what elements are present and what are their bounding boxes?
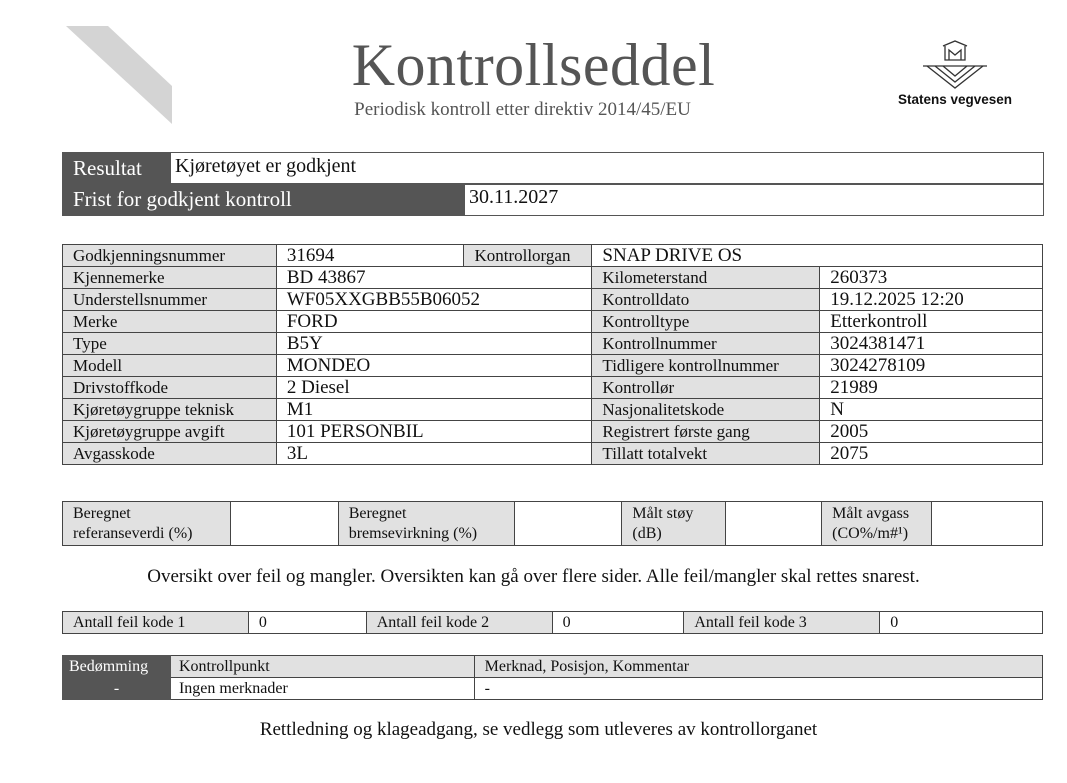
detail-value: Etterkontroll bbox=[820, 311, 1043, 333]
detail-value: MONDEO bbox=[276, 355, 592, 377]
fault-code2-label: Antall feil kode 2 bbox=[366, 612, 552, 634]
detail-label: Kjøretøygruppe teknisk bbox=[63, 399, 277, 421]
detail-label: Kontrolldato bbox=[592, 289, 820, 311]
detail-row bbox=[63, 333, 1043, 355]
detail-label: Type bbox=[63, 333, 277, 355]
fault-code3-value: 0 bbox=[880, 612, 1043, 634]
inspection-body-label: Kontrollorgan bbox=[464, 245, 592, 267]
detail-label: Kontrollnummer bbox=[592, 333, 820, 355]
detail-label: Understellsnummer bbox=[63, 289, 277, 311]
measurements-table bbox=[62, 501, 1043, 546]
detail-label: Kilometerstand bbox=[592, 267, 820, 289]
reference-value bbox=[230, 502, 338, 546]
detail-label: Kontrolltype bbox=[592, 311, 820, 333]
inspection-body-value: SNAP DRIVE OS bbox=[592, 245, 1043, 267]
statens-vegvesen-logo bbox=[890, 40, 1020, 112]
detail-label: Drivstoffkode bbox=[63, 377, 277, 399]
result-row bbox=[62, 152, 1044, 185]
rating-header: Bedømming bbox=[63, 656, 171, 678]
detail-label: Avgasskode bbox=[63, 443, 277, 465]
noise-label: Målt støy (dB) bbox=[622, 502, 726, 546]
detail-label: Merke bbox=[63, 311, 277, 333]
detail-value: 3024381471 bbox=[820, 333, 1043, 355]
fault-code3-label: Antall feil kode 3 bbox=[684, 612, 880, 634]
overview-text: Oversikt over feil og mangler. Oversikten kan gå over flere sider. Alle feil/mangler skal rettes snarest. bbox=[147, 566, 920, 587]
detail-value: WF05XXGBB55B06052 bbox=[276, 289, 592, 311]
reference-value-label: Beregnet referanseverdi (%) bbox=[63, 502, 231, 546]
deadline-value: 30.11.2027 bbox=[469, 186, 559, 208]
detail-label: Nasjonalitetskode bbox=[592, 399, 820, 421]
deadline-label: Frist for godkjent kontroll bbox=[63, 184, 465, 215]
approval-number-label: Godkjenningsnummer bbox=[63, 245, 277, 267]
road-authority-emblem-icon bbox=[921, 40, 989, 90]
detail-value: 101 PERSONBIL bbox=[276, 421, 592, 443]
brake-efficiency-value bbox=[514, 502, 622, 546]
brake-efficiency-label: Beregnet bremsevirkning (%) bbox=[338, 502, 514, 546]
detail-value: 3L bbox=[276, 443, 592, 465]
detail-value: BD 43867 bbox=[276, 267, 592, 289]
detail-row bbox=[63, 355, 1043, 377]
detail-label: Tillatt totalvekt bbox=[592, 443, 820, 465]
detail-value: N bbox=[820, 399, 1043, 421]
detail-value: M1 bbox=[276, 399, 592, 421]
detail-label: Kjøretøygruppe avgift bbox=[63, 421, 277, 443]
vehicle-details-table bbox=[62, 244, 1043, 465]
deadline-row bbox=[62, 183, 1044, 216]
detail-value: 260373 bbox=[820, 267, 1043, 289]
detail-row bbox=[63, 399, 1043, 421]
detail-row bbox=[63, 443, 1043, 465]
control-point-header: Kontrollpunkt bbox=[170, 656, 474, 678]
detail-value: 21989 bbox=[820, 377, 1043, 399]
detail-value: 2075 bbox=[820, 443, 1043, 465]
detail-row bbox=[63, 267, 1043, 289]
fault-code1-value: 0 bbox=[248, 612, 366, 634]
approval-number-value: 31694 bbox=[276, 245, 464, 267]
detail-value: 3024278109 bbox=[820, 355, 1043, 377]
detail-row bbox=[63, 377, 1043, 399]
detail-label: Tidligere kontrollnummer bbox=[592, 355, 820, 377]
detail-value: 19.12.2025 12:20 bbox=[820, 289, 1043, 311]
control-point-value: Ingen merknader bbox=[170, 678, 474, 700]
detail-label: Registrert første gang bbox=[592, 421, 820, 443]
logo-text: Statens vegvesen bbox=[897, 92, 1013, 107]
detail-value: 2 Diesel bbox=[276, 377, 592, 399]
detail-row bbox=[63, 289, 1043, 311]
fault-count-table bbox=[62, 611, 1043, 634]
assessment-table bbox=[62, 655, 1043, 700]
result-value: Kjøretøyet er godkjent bbox=[175, 155, 357, 177]
detail-value: 2005 bbox=[820, 421, 1043, 443]
rating-value: - bbox=[63, 678, 171, 700]
result-label: Resultat bbox=[63, 153, 171, 184]
comment-value: - bbox=[474, 678, 1042, 700]
detail-label: Modell bbox=[63, 355, 277, 377]
fault-code1-label: Antall feil kode 1 bbox=[63, 612, 249, 634]
exhaust-value bbox=[932, 502, 1043, 546]
detail-value: B5Y bbox=[276, 333, 592, 355]
comment-header: Merknad, Posisjon, Kommentar bbox=[474, 656, 1042, 678]
detail-label: Kjennemerke bbox=[63, 267, 277, 289]
noise-value bbox=[726, 502, 822, 546]
fault-code2-value: 0 bbox=[552, 612, 684, 634]
detail-row bbox=[63, 311, 1043, 333]
footer-text: Rettledning og klageadgang, se vedlegg som utleveres av kontrollorganet bbox=[259, 719, 818, 740]
page-title: Kontrollseddel bbox=[351, 32, 716, 98]
exhaust-label: Målt avgass (CO%/m#¹) bbox=[822, 502, 932, 546]
page-subtitle: Periodisk kontroll etter direktiv 2014/45/EU bbox=[354, 99, 691, 120]
detail-value: FORD bbox=[276, 311, 592, 333]
detail-row bbox=[63, 421, 1043, 443]
detail-label: Kontrollør bbox=[592, 377, 820, 399]
